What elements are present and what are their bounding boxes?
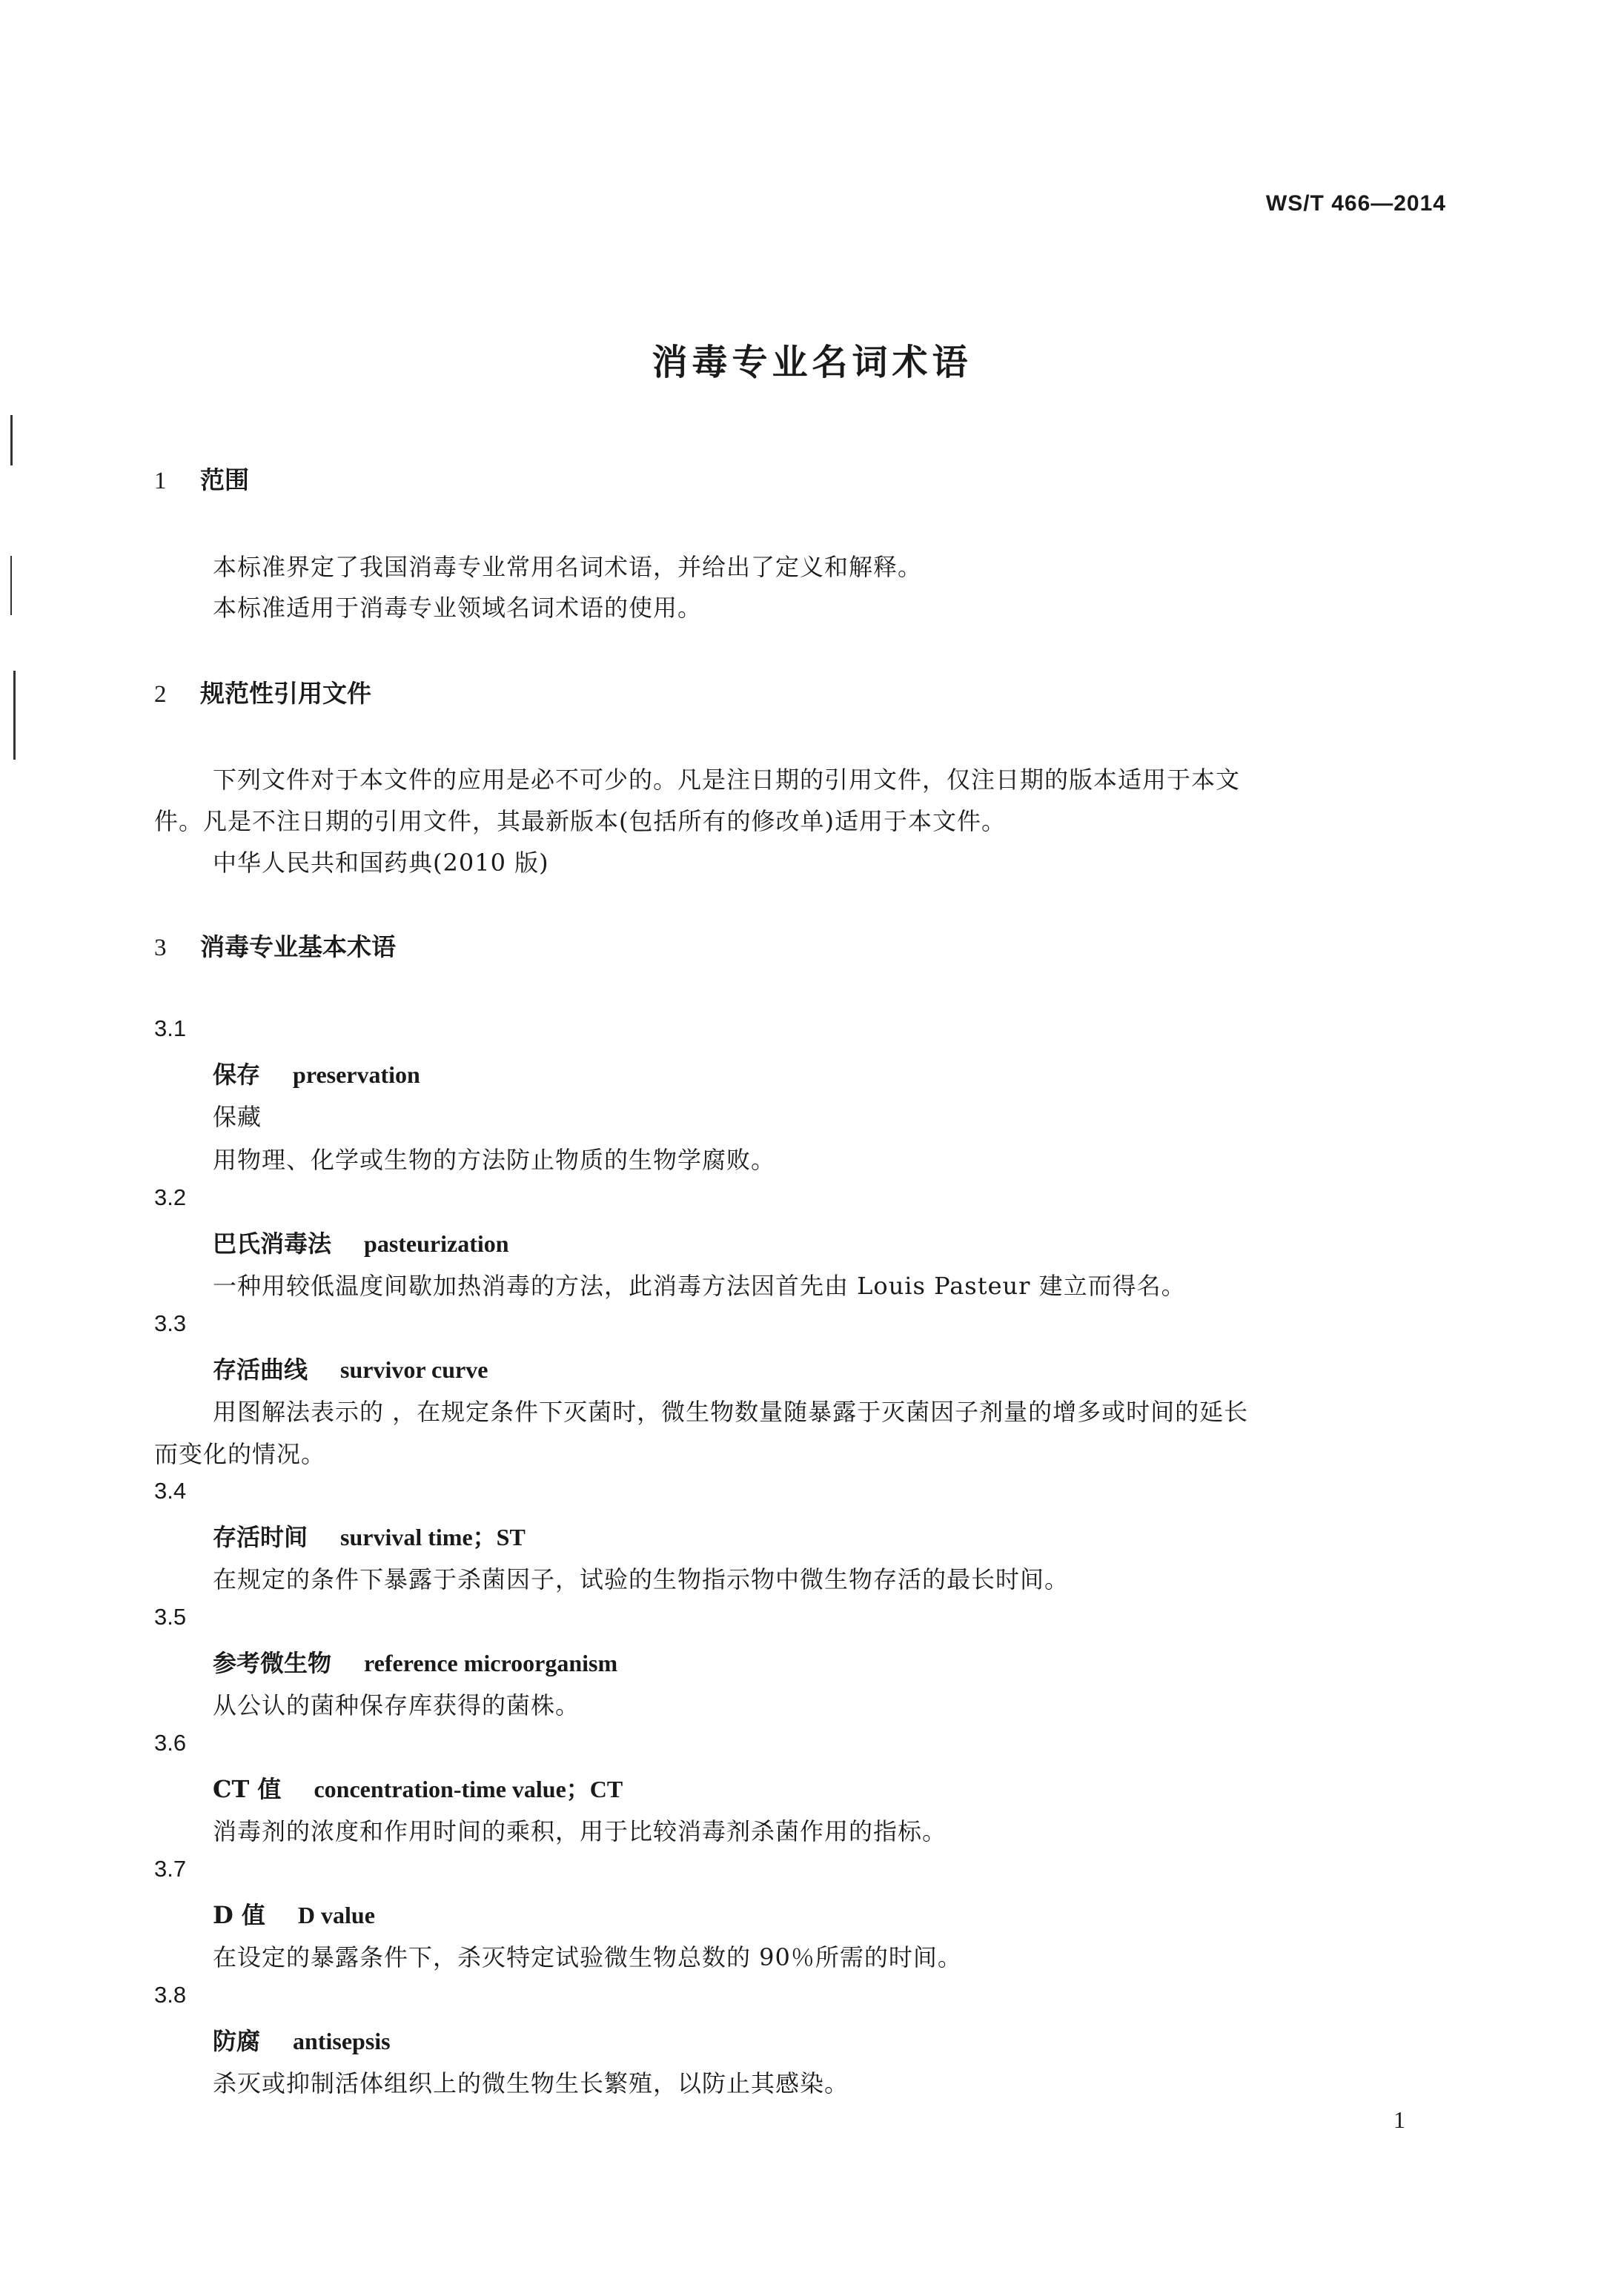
- term-number: 3.3: [154, 1310, 187, 1336]
- term-heading: [213, 1351, 488, 1385]
- term-number: 3.1: [154, 1015, 187, 1041]
- term-zh: 防腐: [213, 2027, 261, 2055]
- paragraph: 本标准适用于消毒专业领域名词术语的使用。: [213, 594, 703, 622]
- term-en: concentration-time value；CT: [314, 1776, 623, 1802]
- term-heading: [213, 1056, 420, 1090]
- scan-edge-mark: [10, 556, 12, 615]
- term-definition: 在规定的条件下暴露于杀菌因子，试验的生物指示物中微生物存活的最长时间。: [213, 1565, 1070, 1593]
- term-definition: 而变化的情况。: [154, 1440, 326, 1468]
- term-en: D value: [297, 1902, 375, 1928]
- section-number: 1: [154, 468, 167, 494]
- term-heading: [213, 1771, 623, 1805]
- paragraph: 下列文件对于本文件的应用是必不可少的。凡是注日期的引用文件，仅注日期的版本适用于本文: [213, 766, 1241, 794]
- term-heading: [213, 1897, 375, 1931]
- section-heading: [154, 461, 249, 496]
- term-definition: 一种用较低温度间歇加热消毒的方法，此消毒方法因首先由 Louis Pasteur 建立而得名。: [213, 1272, 1186, 1300]
- term-zh: 保存: [213, 1061, 261, 1089]
- standard-number: WS/T 466—2014: [1265, 191, 1446, 216]
- term-synonym: 保藏: [213, 1103, 262, 1131]
- term-en: survival time；ST: [340, 1524, 526, 1550]
- term-definition: 杀灭或抑制活体组织上的微生物生长繁殖，以防止其感染。: [213, 2069, 849, 2097]
- section-title: 范围: [200, 465, 249, 494]
- term-zh: CT 值: [213, 1775, 282, 1803]
- section-number: 2: [154, 681, 167, 708]
- term-en: survivor curve: [340, 1356, 488, 1383]
- paragraph: 本标准界定了我国消毒专业常用名词术语，并给出了定义和解释。: [213, 553, 923, 581]
- term-en: antisepsis: [293, 2028, 391, 2054]
- section-title: 规范性引用文件: [200, 679, 371, 708]
- term-zh: D 值: [213, 1901, 265, 1929]
- term-zh: 存活曲线: [213, 1356, 308, 1384]
- term-en: preservation: [293, 1061, 420, 1088]
- term-definition: 在设定的暴露条件下，杀灭特定试验微生物总数的 90％所需的时间。: [213, 1943, 962, 1971]
- scan-edge-mark: [10, 415, 13, 465]
- term-number: 3.4: [154, 1478, 187, 1504]
- section-number: 3: [154, 935, 167, 961]
- section-heading: [154, 928, 396, 963]
- term-heading: [213, 1225, 509, 1259]
- scan-edge-mark: [13, 671, 16, 760]
- term-number: 3.2: [154, 1184, 187, 1210]
- term-definition: 消毒剂的浓度和作用时间的乘积，用于比较消毒剂杀菌作用的指标。: [213, 1817, 947, 1845]
- term-heading: [213, 1645, 617, 1679]
- term-definition: 用图解法表示的 ，在规定条件下灭菌时，微生物数量随暴露于灭菌因子剂量的增多或时间的延长: [213, 1398, 1249, 1426]
- section-heading: [154, 674, 371, 709]
- term-zh: 参考微生物: [213, 1649, 332, 1677]
- term-en: pasteurization: [364, 1230, 509, 1257]
- term-number: 3.6: [154, 1730, 187, 1756]
- term-zh: 巴氏消毒法: [213, 1230, 332, 1258]
- paragraph: 件。凡是不注日期的引用文件，其最新版本(包括所有的修改单)适用于本文件。: [154, 807, 1006, 835]
- term-heading: [213, 2023, 391, 2057]
- term-number: 3.7: [154, 1856, 187, 1882]
- term-number: 3.8: [154, 1982, 187, 2008]
- page-number: 1: [1393, 2106, 1405, 2133]
- document-title: 消毒专业名词术语: [652, 342, 972, 383]
- term-definition: 用物理、化学或生物的方法防止物质的生物学腐败。: [213, 1146, 776, 1174]
- section-title: 消毒专业基本术语: [200, 932, 396, 961]
- term-number: 3.5: [154, 1604, 187, 1630]
- term-en: reference microorganism: [364, 1650, 618, 1676]
- term-heading: [213, 1519, 526, 1553]
- reference-document: 中华人民共和国药典(2010 版): [213, 849, 549, 877]
- term-zh: 存活时间: [213, 1523, 308, 1551]
- term-definition: 从公认的菌种保存库获得的菌株。: [213, 1691, 580, 1719]
